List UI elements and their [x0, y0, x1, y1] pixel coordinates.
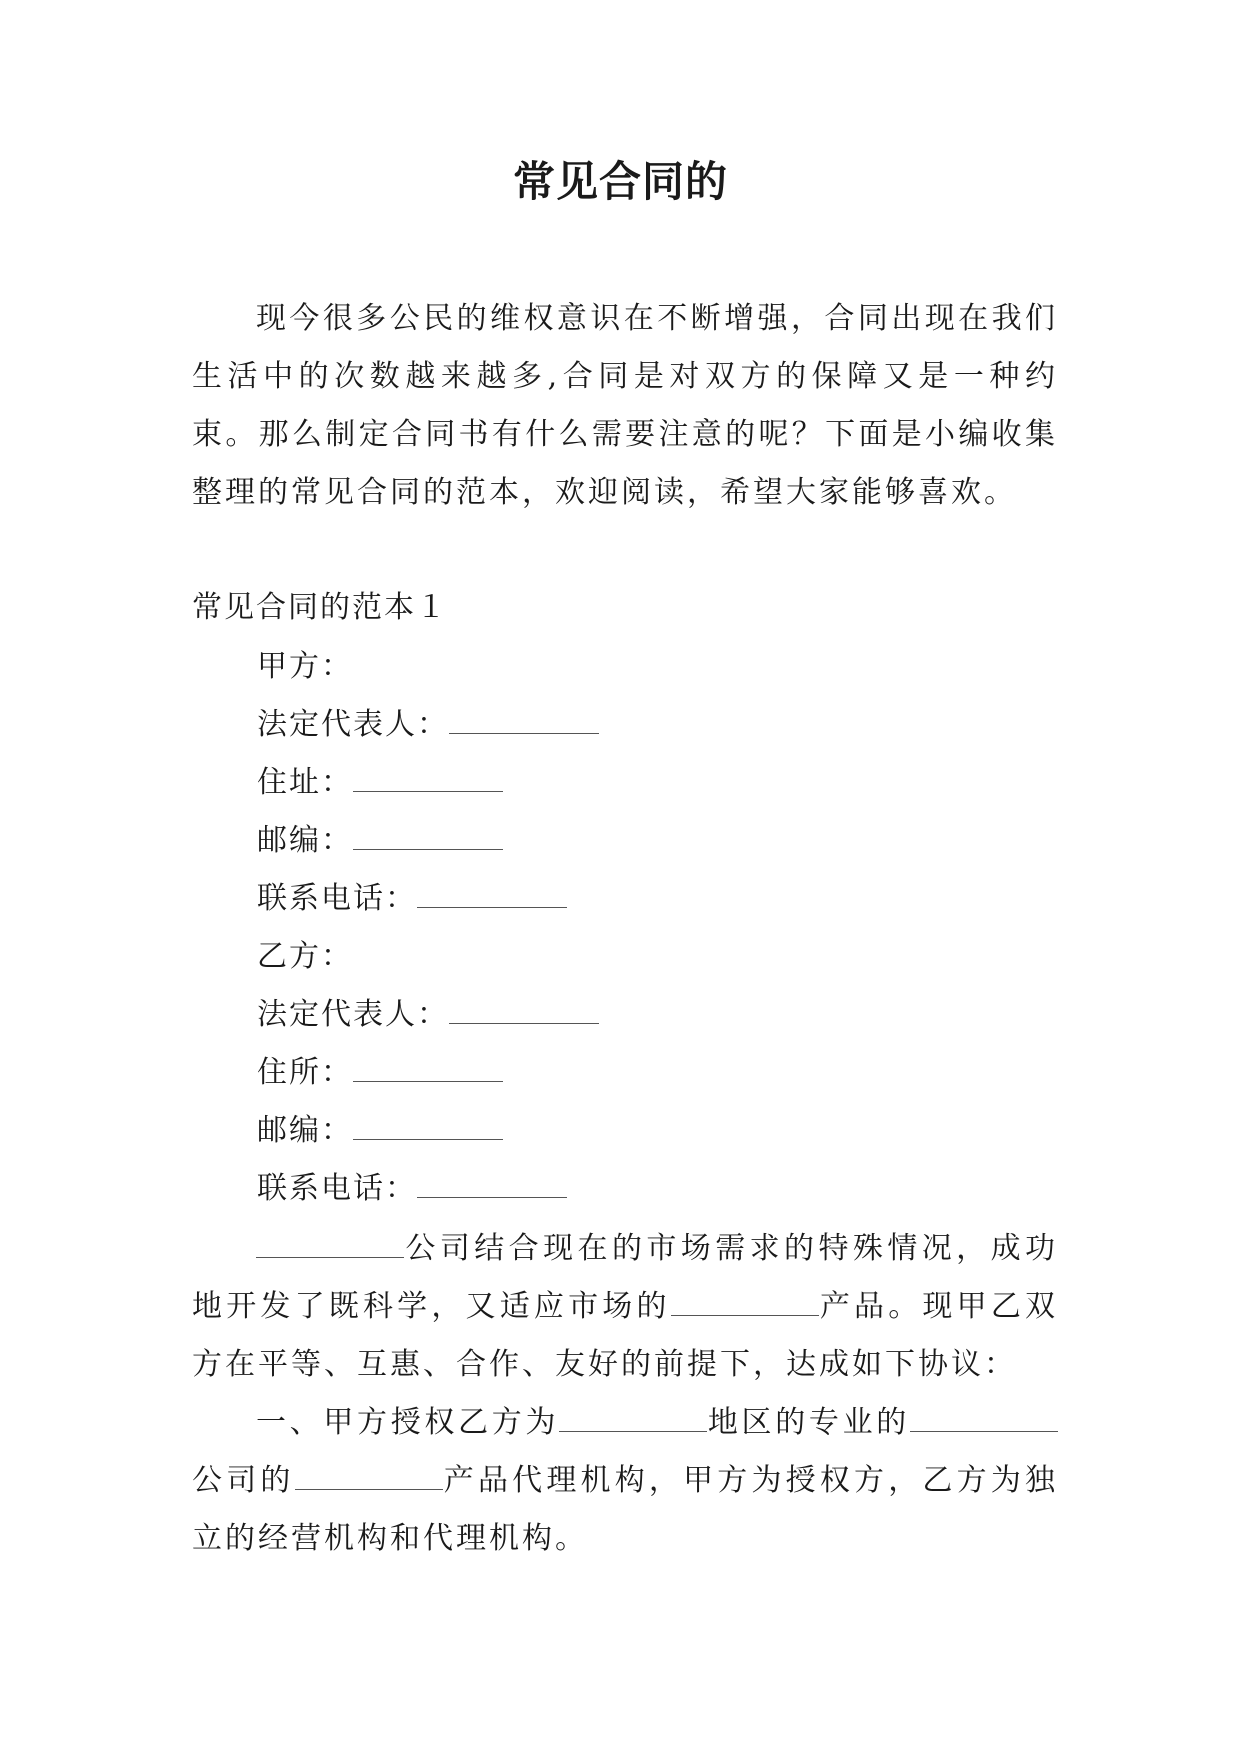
- party-b-phone-field: 联系电话：: [257, 1160, 599, 1218]
- blank-line: [353, 1111, 503, 1140]
- blank-line: [417, 879, 567, 908]
- blank-line: [353, 821, 503, 850]
- blank-line: [671, 1289, 819, 1316]
- blank-line: [449, 705, 599, 734]
- document-title: 常见合同的: [512, 157, 728, 206]
- agreement-intro-paragraph: 公司结合现在的市场需求的特殊情况，成功地开发了既科学，又适应市场的 产品。现甲乙双方在平等、互惠、合作、友好的前提下，达成如下协议：: [192, 1231, 1059, 1382]
- party-a-rep-field: 法定代表人：: [257, 696, 599, 754]
- party-fields: [257, 638, 599, 1218]
- party-a-label: 甲方：: [257, 649, 353, 684]
- blank-line: [353, 763, 503, 792]
- party-a-postcode-field: 邮编：: [257, 812, 599, 870]
- blank-line: [449, 995, 599, 1024]
- party-b-address-field: 住所：: [257, 1044, 599, 1102]
- party-b-postcode-field: 邮编：: [257, 1102, 599, 1160]
- party-a-address-field: 住址：: [257, 754, 599, 812]
- sample-heading: 常见合同的范本１: [192, 590, 448, 625]
- party-b-rep-field: 法定代表人：: [257, 986, 599, 1044]
- clause-one-paragraph: 一、甲方授权乙方为 地区的专业的公司的 产品代理机构，甲方为授权方，乙方为独立的经营机构和代理机构。: [192, 1405, 1059, 1556]
- blank-line: [353, 1053, 503, 1082]
- blank-line: [295, 1463, 443, 1490]
- blank-line: [256, 1231, 404, 1258]
- party-b-label: 乙方：: [257, 939, 353, 974]
- blank-line: [417, 1169, 567, 1198]
- party-a-phone-field: 联系电话：: [257, 870, 599, 928]
- blank-line: [559, 1405, 707, 1432]
- intro-paragraph: 现今很多公民的维权意识在不断增强，合同出现在我们生活中的次数越来越多,合同是对双方的保障又是一种约束。那么制定合同书有什么需要注意的呢？下面是小编收集整理的常见合同的范本，欢迎阅读，希望大家能够喜欢。: [192, 301, 1058, 510]
- blank-line: [910, 1405, 1058, 1432]
